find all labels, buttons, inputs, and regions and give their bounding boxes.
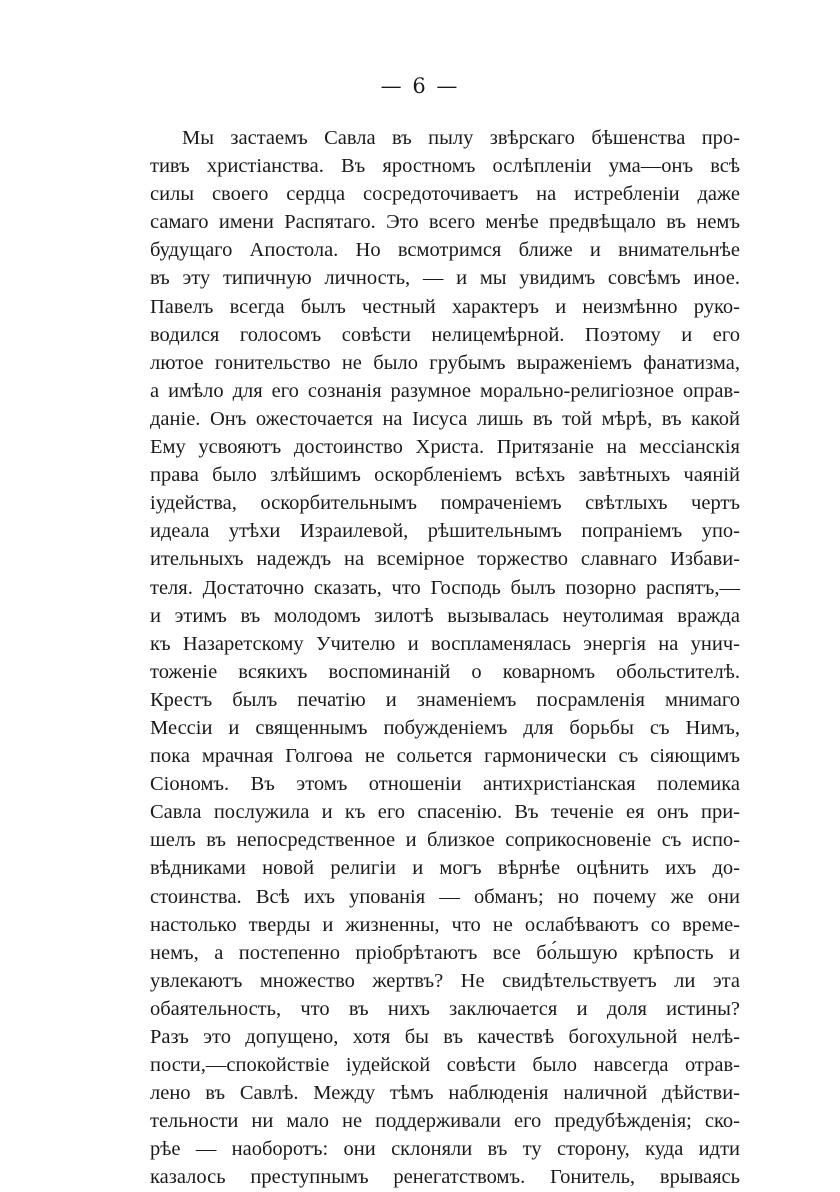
text-line: Сіономъ. Въ этомъ отношеніи антихристіанская полемика — [150, 773, 740, 796]
text-line: а имѣло для его сознанія разумное морально-религіозное оправ- — [150, 379, 740, 402]
text-line: лютое гонительство не было грубымъ выраженіемъ фанатизма, — [150, 351, 740, 374]
body-text — [150, 124, 740, 1192]
text-line: силы своего сердца сосредоточиваетъ на истребленіи даже — [150, 183, 740, 206]
text-line: пости,—спокойствіе іудейской совѣсти было навсегда отрав- — [150, 1054, 740, 1077]
text-line: тельности ни мало не поддерживали его предубѣжденія; ско- — [150, 1110, 740, 1133]
text-line: вѣдниками новой религіи и могъ вѣрнѣе оцѣнить ихъ до- — [150, 857, 740, 880]
text-line: стоинства. Всѣ ихъ упованія — обманъ; но почему же они — [150, 885, 740, 908]
text-line: Мы застаемъ Савла въ пылу звѣрскаго бѣшенства про- — [182, 127, 740, 149]
text-line: Разъ это допущено, хотя бы въ качествѣ богохульной нелѣ- — [150, 1026, 740, 1048]
text-line: рѣе — наоборотъ: они склоняли въ ту сторону, куда идти — [150, 1138, 740, 1161]
text-line: Ему усвояютъ достоинство Христа. Притязаніе на мессіанскія — [150, 436, 740, 459]
text-line: казалось преступнымъ ренегатствомъ. Гонитель, врываясь — [150, 1166, 740, 1189]
text-line: къ Назаретскому Учителю и воспламенялась энергія на унич- — [150, 632, 740, 655]
text-line: настолько тверды и жизненны, что не ослабѣваютъ со време- — [150, 913, 740, 936]
text-line: Мессіи и священнымъ побужденіемъ для борьбы съ Нимъ, — [150, 716, 740, 739]
text-line: Павелъ всегда былъ честный характеръ и неизмѣнно руко- — [150, 295, 740, 318]
text-line: Савла послужила и къ его спасенію. Въ теченіе ея онъ при- — [150, 801, 740, 824]
text-line: тоженіе всякихъ воспоминаній о коварномъ обольстителѣ. — [150, 660, 740, 683]
text-line: пока мрачная Голгоѳа не сольется гармонически съ сіяющимъ — [150, 745, 740, 768]
text-line: лено въ Савлѣ. Между тѣмъ наблюденія наличной дѣйстви- — [150, 1082, 740, 1105]
text-line: самаго имени Распятаго. Это всего менѣе предвѣщало въ немъ — [150, 211, 740, 234]
text-line: увлекаютъ множество жертвъ? Не свидѣтельствуетъ ли эта — [150, 969, 740, 992]
page-number: — 6 — — [380, 74, 460, 98]
text-line: будущаго Апостола. Но всмотримся ближе и внимательнѣе — [150, 239, 740, 262]
text-line: водился голосомъ совѣсти нелицемѣрной. Поэтому и его — [150, 323, 740, 346]
text-line: ительныхъ надеждъ на всемірное торжество славнаго Избави- — [150, 548, 740, 571]
text-line: идеала утѣхи Израилевой, рѣшительнымъ попраніемъ упо- — [150, 520, 740, 543]
text-line: въ эту типичную личность, — и мы увидимъ совсѣмъ иное. — [150, 267, 740, 290]
text-line: іудейства, оскорбительнымъ помраченіемъ свѣтлыхъ чертъ — [150, 492, 740, 515]
text-line: и этимъ въ молодомъ зилотѣ вызывалась неутолимая вражда — [150, 604, 740, 627]
text-line: немъ, а постепенно пріобрѣтаютъ все бо́льшую крѣпость и — [150, 941, 740, 964]
text-line: обаятельность, что въ нихъ заключается и доля истины? — [150, 997, 740, 1020]
text-line: тивъ христіанства. Въ яростномъ ослѣпленіи ума—онъ всѣ — [150, 155, 740, 178]
text-line: права было злѣйшимъ оскорбленіемъ всѣхъ завѣтныхъ чаяній — [150, 464, 740, 487]
text-line: даніе. Онъ ожесточается на Іисуса лишь въ той мѣрѣ, въ какой — [150, 407, 740, 430]
text-line: теля. Достаточно сказать, что Господь былъ позорно распятъ,— — [150, 576, 740, 599]
text-line: шелъ въ непосредственное и близкое соприкосновеніе съ испо- — [150, 829, 740, 852]
text-line: Крестъ былъ печатію и знаменіемъ посрамленія мнимаго — [150, 688, 740, 711]
